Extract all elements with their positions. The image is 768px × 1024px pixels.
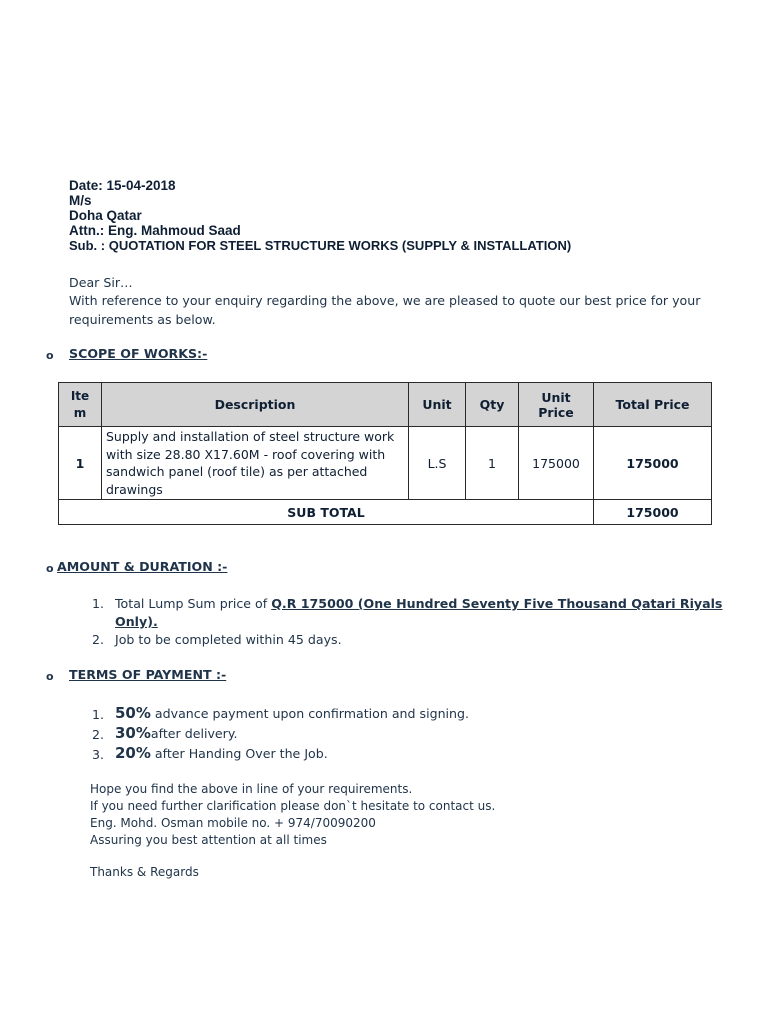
cell-unit: L.S — [409, 427, 466, 500]
recipient-ms: M/s — [69, 193, 92, 208]
payment-item-3-number: 3. — [92, 747, 105, 762]
cell-item: 1 — [59, 427, 102, 500]
scope-table — [58, 382, 712, 525]
col-header-qty: Qty — [466, 383, 519, 427]
col-header-total-price: Total Price — [594, 383, 712, 427]
table-header-row — [59, 383, 712, 427]
amount-item-1-number: 1. — [92, 596, 105, 611]
attention-line: Attn.: Eng. Mahmoud Saad — [69, 223, 241, 238]
recipient-location: Doha Qatar — [69, 208, 142, 223]
contact-line: Eng. Mohd. Osman mobile no. + 974/70090200 — [90, 816, 376, 830]
payment-item-3: 20% after Handing Over the Job. — [115, 744, 328, 762]
bullet-icon: o — [46, 349, 54, 362]
scope-heading: SCOPE OF WORKS:- — [69, 346, 208, 361]
cell-qty: 1 — [466, 427, 519, 500]
signoff: Thanks & Regards — [90, 865, 199, 879]
intro-line-2: requirements as below. — [69, 312, 216, 327]
payment-item-2-number: 2. — [92, 727, 105, 742]
intro-line-1: With reference to your enquiry regarding the above, we are pleased to quote our best price for your — [69, 293, 701, 308]
cell-total-price: 175000 — [594, 427, 712, 500]
cell-description: Supply and installation of steel structure work with size 28.80 X17.60M - roof covering with sandwich panel (roof tile) as per attached drawings — [102, 427, 409, 500]
col-header-description: Description — [102, 383, 409, 427]
closing-line-4: Assuring you best attention at all times — [90, 833, 327, 847]
amount-item-2-number: 2. — [92, 632, 105, 647]
payment-item-1-number: 1. — [92, 707, 105, 722]
cell-unit-price: 175000 — [519, 427, 594, 500]
payment-item-2: 30%after delivery. — [115, 724, 238, 742]
amount-total-price-cont: Only). — [115, 614, 158, 629]
table-row — [59, 427, 712, 500]
payment-heading: TERMS OF PAYMENT :- — [69, 667, 227, 682]
col-header-unit: Unit — [409, 383, 466, 427]
amount-total-price: Q.R 175000 (One Hundred Seventy Five Thousand Qatari Riyals — [271, 596, 723, 611]
amount-item-2: Job to be completed within 45 days. — [115, 632, 342, 647]
payment-pct-2: 30% — [115, 724, 151, 742]
date-line: Date: 15-04-2018 — [69, 178, 176, 193]
greeting: Dear Sir… — [69, 275, 133, 290]
col-header-item: Ite m — [59, 383, 102, 427]
subtotal-value: 175000 — [594, 500, 712, 525]
bullet-icon: o — [46, 670, 54, 683]
subject-line: Sub. : QUOTATION FOR STEEL STRUCTURE WORKS (SUPPLY & INSTALLATION) — [69, 238, 572, 253]
amount-item-1-prefix: Total Lump Sum price of — [115, 596, 272, 611]
payment-pct-3: 20% — [115, 744, 151, 762]
subtotal-row — [59, 500, 712, 525]
closing-line-2: If you need further clarification please don`t hesitate to contact us. — [90, 799, 496, 813]
bullet-icon: o — [46, 562, 54, 575]
amount-heading: AMOUNT & DURATION :- — [57, 559, 228, 574]
payment-pct-1: 50% — [115, 704, 151, 722]
subtotal-label: SUB TOTAL — [59, 500, 594, 525]
closing-line-1: Hope you find the above in line of your requirements. — [90, 782, 413, 796]
col-header-unit-price: Unit Price — [519, 383, 594, 427]
amount-item-1 — [115, 595, 722, 613]
payment-item-1: 50% advance payment upon confirmation and signing. — [115, 704, 470, 722]
